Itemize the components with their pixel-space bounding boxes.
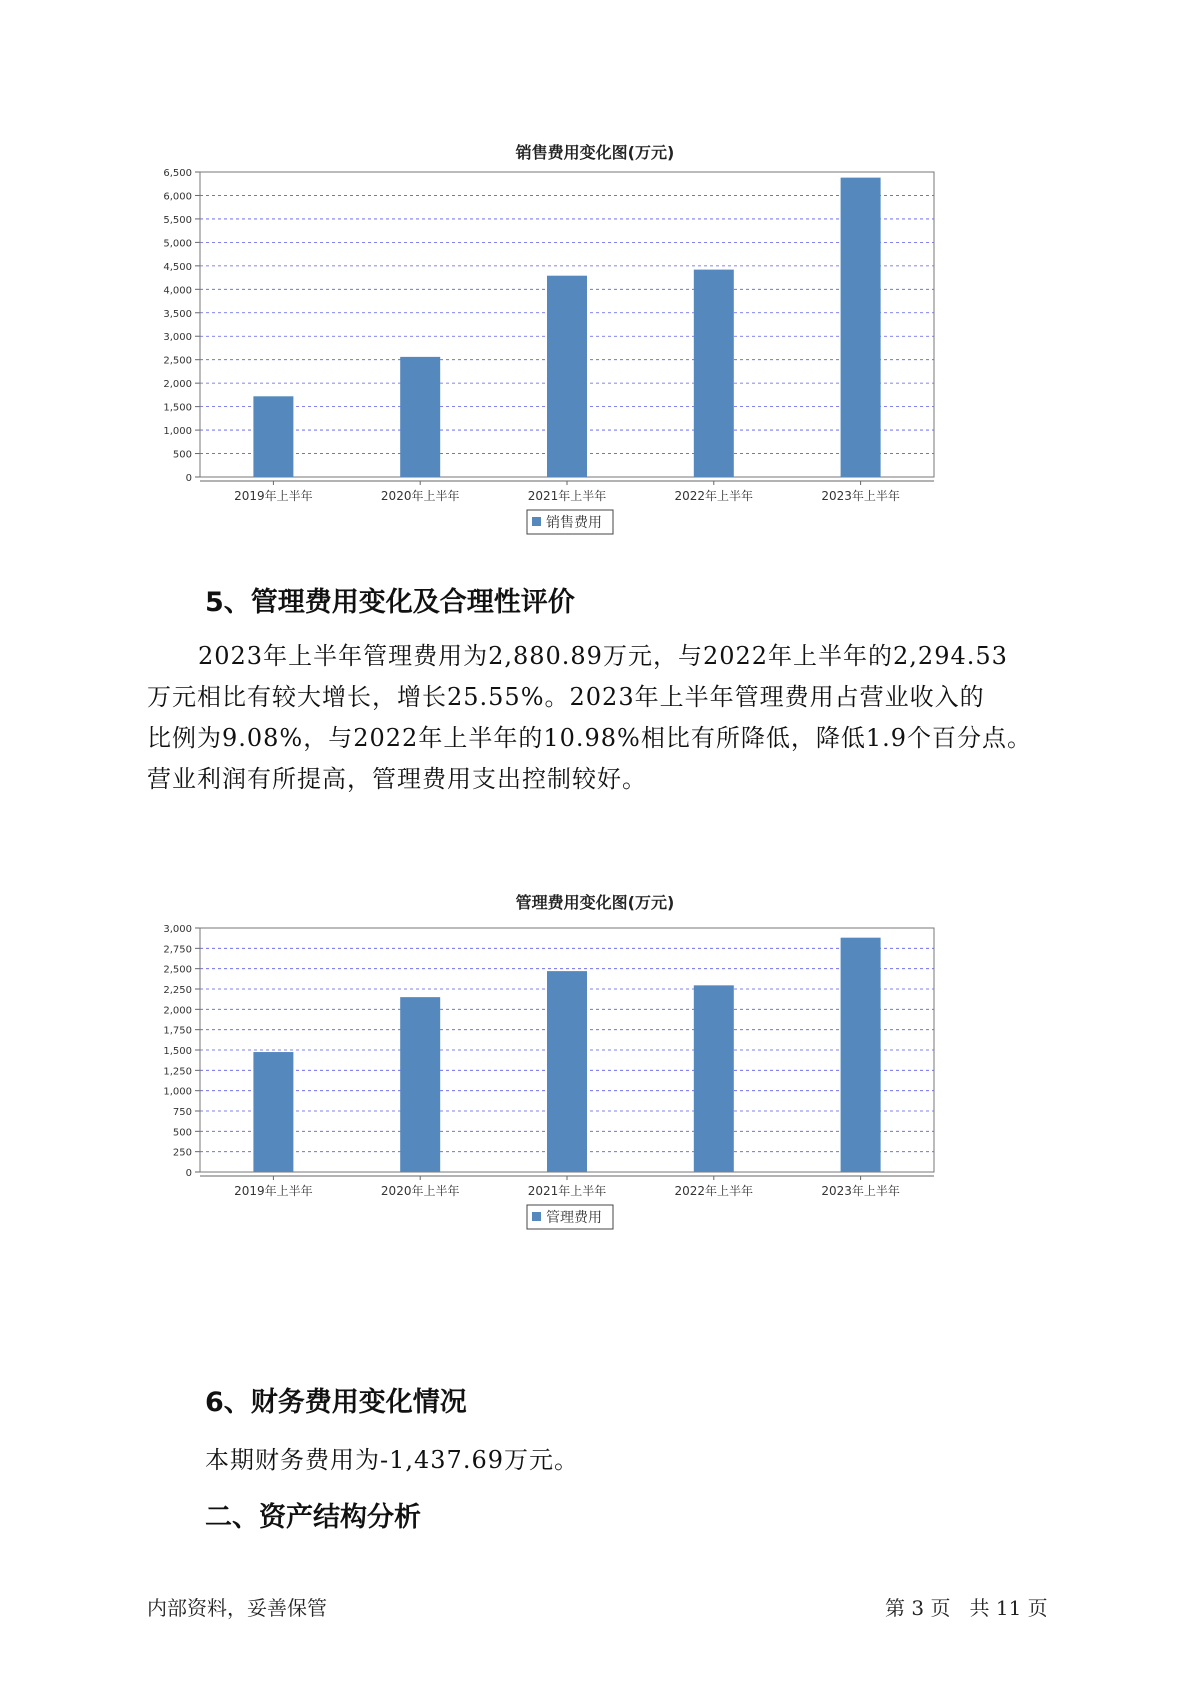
y-tick-label: 4,000 xyxy=(163,285,192,297)
legend-swatch xyxy=(532,1212,541,1221)
y-tick-label: 0 xyxy=(185,473,192,484)
admin-expense-chart xyxy=(163,890,1020,1310)
y-tick-label: 1,750 xyxy=(163,1025,192,1037)
y-tick-label: 250 xyxy=(172,1147,192,1159)
y-tick-label: 6,500 xyxy=(163,168,192,179)
chart-title: 管理费用变化图(万元) xyxy=(515,893,675,912)
legend-label: 管理费用 xyxy=(546,1210,602,1226)
footer-page-number: 第 3 页 共 11 页 xyxy=(885,1596,1048,1620)
sales-expense-chart xyxy=(163,140,1020,560)
bar xyxy=(841,938,881,1172)
y-tick-label: 1,500 xyxy=(163,402,192,414)
y-tick-label: 500 xyxy=(172,449,192,461)
y-tick-label: 2,250 xyxy=(163,985,192,996)
x-tick-label: 2021年上半年 xyxy=(527,489,607,503)
x-tick-label: 2022年上半年 xyxy=(674,489,754,503)
y-tick-label: 2,500 xyxy=(163,964,192,976)
y-tick-label: 5,500 xyxy=(163,214,192,226)
x-tick-label: 2021年上半年 xyxy=(527,1184,607,1198)
x-tick-label: 2019年上半年 xyxy=(234,489,313,503)
y-tick-label: 2,000 xyxy=(163,1005,192,1017)
legend-swatch xyxy=(532,517,541,526)
y-tick-label: 3,500 xyxy=(163,308,192,320)
x-tick-label: 2019年上半年 xyxy=(234,1184,313,1198)
y-tick-label: 0 xyxy=(185,1168,192,1179)
y-tick-label: 500 xyxy=(172,1127,192,1139)
bar xyxy=(547,276,587,477)
chart-title: 销售费用变化图(万元) xyxy=(515,143,675,162)
bar xyxy=(400,997,440,1172)
y-tick-label: 5,000 xyxy=(163,238,192,250)
y-tick-label: 3,000 xyxy=(163,332,192,344)
y-tick-label: 1,250 xyxy=(163,1066,192,1078)
bar xyxy=(400,357,440,477)
bar xyxy=(253,396,293,477)
y-tick-label: 1,000 xyxy=(163,1086,192,1098)
section-5-heading: 5、管理费用变化及合理性评价 xyxy=(205,587,575,618)
footer-left: 内部资料，妥善保管 xyxy=(147,1596,327,1620)
chart-plot xyxy=(163,140,1020,560)
y-tick-label: 3,000 xyxy=(163,924,192,935)
bar xyxy=(694,985,734,1172)
y-tick-label: 4,500 xyxy=(163,261,192,273)
chart-plot xyxy=(163,890,1020,1310)
y-tick-label: 2,500 xyxy=(163,355,192,367)
x-tick-label: 2023年上半年 xyxy=(821,489,900,503)
y-tick-label: 1,500 xyxy=(163,1046,192,1057)
y-tick-label: 2,750 xyxy=(163,944,192,956)
y-tick-label: 750 xyxy=(172,1107,192,1118)
bar xyxy=(547,971,587,1172)
x-tick-label: 2020年上半年 xyxy=(380,489,460,503)
paragraph-line: 2023年上半年管理费用为2,880.89万元，与2022年上半年的2,294.53 xyxy=(198,642,1008,670)
bar xyxy=(694,270,734,477)
y-tick-label: 6,000 xyxy=(163,191,192,203)
paragraph-line: 比例为9.08%，与2022年上半年的10.98%相比有所降低，降低1.9个百分点。 xyxy=(147,724,1032,752)
x-tick-label: 2023年上半年 xyxy=(821,1184,900,1198)
legend-label: 销售费用 xyxy=(546,515,602,531)
section-6-heading: 6、财务费用变化情况 xyxy=(205,1387,467,1418)
paragraph-line: 万元相比有较大增长，增长25.55%。2023年上半年管理费用占营业收入的 xyxy=(147,683,985,711)
section-two-heading: 二、资产结构分析 xyxy=(205,1502,421,1533)
bar xyxy=(841,178,881,477)
x-tick-label: 2020年上半年 xyxy=(380,1184,460,1198)
section-6-text: 本期财务费用为-1,437.69万元。 xyxy=(205,1446,579,1474)
y-tick-label: 1,000 xyxy=(163,426,192,438)
y-tick-label: 2,000 xyxy=(163,379,192,391)
bar xyxy=(253,1052,293,1172)
paragraph-line: 营业利润有所提高，管理费用支出控制较好。 xyxy=(147,765,647,793)
x-tick-label: 2022年上半年 xyxy=(674,1184,754,1198)
